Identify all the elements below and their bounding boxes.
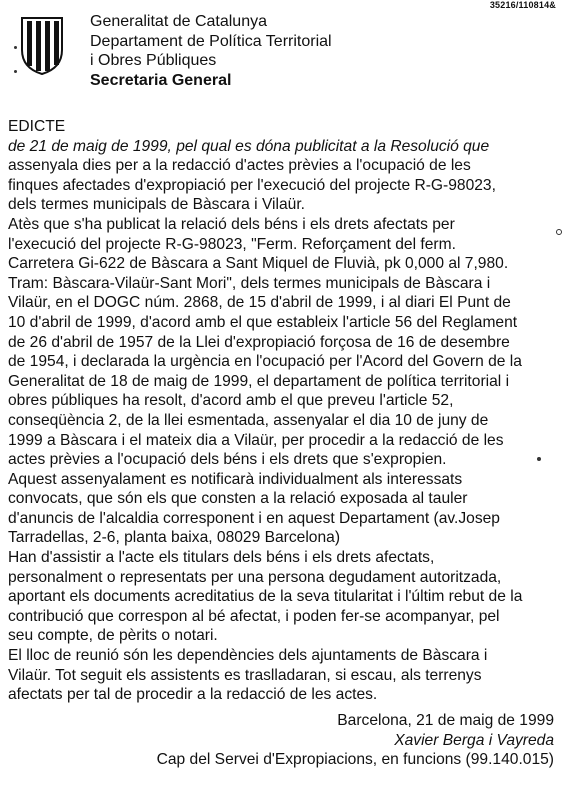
- edict-subtitle-line: assenyala dies per a la redacció d'actes prèvies a l'ocupació de les: [8, 157, 471, 175]
- edict-body: [8, 117, 564, 705]
- paragraph-1-line: 1999 a Bàscara i el mateix dia a Vilaür, per procedir a la redacció de les: [8, 431, 504, 449]
- edict-subtitle-line: dels termes municipals de Bàscara i Vilaür.: [8, 196, 305, 214]
- paragraph-3-line: contribució que correspon al bé afectat, i poden fer-se acompanyar, pel: [8, 607, 500, 625]
- paragraph-1-line: Generalitat de 18 de maig de 1999, el departament de política territorial i: [8, 372, 510, 390]
- paragraph-4-line: Vilaür. Tot seguit els assistents es traslladaran, si escau, als terrenys: [8, 666, 482, 684]
- scan-speck: [537, 457, 541, 461]
- scan-speck: [14, 46, 17, 49]
- paragraph-3-line: Han d'assistir a l'acte els titulars dels béns i els drets afectats,: [8, 549, 435, 567]
- edict-subtitle-line: de 21 de maig de 1999, pel qual es dóna publicitat a la Resolució que: [8, 137, 490, 155]
- paragraph-3-line: aportant els documents acreditatius de la seva titularitat i l'últim rebut de la: [8, 588, 523, 606]
- paragraph-2-line: Aquest assenyalament es notificarà individualment als interessats: [8, 470, 463, 488]
- signatory-name: Xavier Berga i Vayreda: [394, 731, 554, 749]
- paragraph-1-line: Atès que s'ha publicat la relació dels béns i els drets afectats per: [8, 215, 455, 233]
- paragraph-1-line: actes prèvies a l'ocupació dels béns i els drets que s'expropien.: [8, 451, 447, 469]
- paragraph-2-line: convocats, que són els que consten a la relació exposada al tauler: [8, 490, 468, 508]
- place-date: Barcelona, 21 de maig de 1999: [337, 712, 554, 729]
- paragraph-1-line: 10 d'abril de 1999, d'acord amb el que estableix l'article 56 del Reglament: [8, 313, 518, 331]
- paragraph-1-line: Vilaür, en el DOGC núm. 2868, de 15 d'abril de 1999, i al diari El Punt de: [8, 294, 511, 312]
- paragraph-1-line: de 26 d'abril de 1957 de la Llei d'expropiació forçosa de 16 de desembre: [8, 333, 510, 351]
- paragraph-2-line: d'anuncis de l'alcaldia corresponent i en aquest Departament (av.Josep: [8, 509, 500, 527]
- paragraph-3-line: personalment o representats per una persona degudament autoritzada,: [8, 568, 502, 586]
- issuer-header: [90, 12, 332, 90]
- paragraph-4-line: afectats per tal de procedir a la redacció de les actes.: [8, 686, 378, 704]
- edict-subtitle-line: finques afectades d'expropiació per l'execució del projecte R-G-98023,: [8, 176, 496, 194]
- scan-speck: [556, 229, 562, 235]
- reference-code: 35216/110814&: [489, 0, 556, 10]
- paragraph-1-line: l'execució del projecte R-G-98023, "Ferm. Reforçament del ferm.: [8, 235, 456, 253]
- issuer-line-2: Departament de Política Territorial: [90, 32, 332, 50]
- signatory-role: Cap del Servei d'Expropiacions, en funcions (99.140.015): [156, 751, 554, 769]
- paragraph-1-line: Carretera Gi-622 de Bàscara a Sant Miquel de Fluvià, pk 0,000 al 7,980.: [8, 255, 509, 273]
- paragraph-4-line: El lloc de reunió són les dependències dels ajuntaments de Bàscara i: [8, 647, 488, 665]
- paragraph-2-line: Tarradellas, 2-6, planta baixa, 08029 Barcelona): [8, 529, 341, 547]
- signature-block: [157, 711, 554, 770]
- edict-title: EDICTE: [8, 118, 66, 135]
- generalitat-emblem-icon: [18, 16, 66, 76]
- paragraph-1-line: conseqüència 2, de la llei esmentada, assenyalar el dia 10 de juny de: [8, 411, 489, 429]
- paragraph-1-line: obres públiques ha resolt, d'acord amb el que preveu l'article 52,: [8, 392, 454, 410]
- paragraph-1-line: Tram: Bàscara-Vilaür-Sant Mori", dels termes municipals de Bàscara i: [8, 274, 491, 292]
- issuer-line-3: i Obres Públiques: [90, 52, 217, 69]
- issuer-line-1: Generalitat de Catalunya: [90, 13, 267, 30]
- paragraph-1-line: de 1954, i declarada la urgència en l'ocupació per l'Acord del Govern de la: [8, 353, 522, 371]
- scan-speck: [14, 70, 17, 73]
- paragraph-3-line: seu compte, de pèrits o notari.: [8, 627, 218, 645]
- issuer-line-4: Secretaria General: [90, 71, 232, 89]
